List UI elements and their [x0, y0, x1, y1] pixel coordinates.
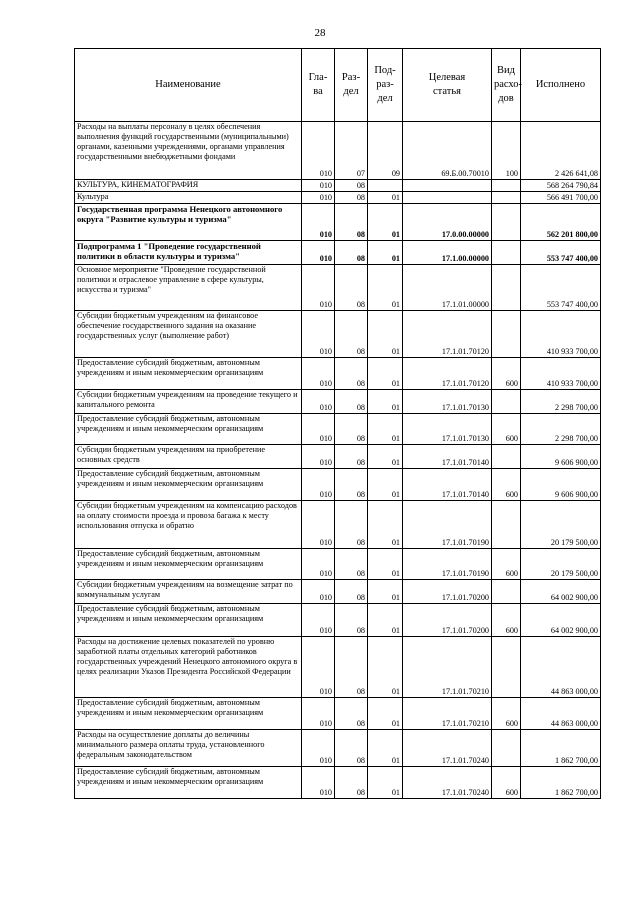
- header-podrazdel-label: Под- раз- дел: [374, 64, 396, 105]
- cell-executed: 2 298 700,00: [521, 414, 601, 445]
- cell-target: 17.1.01.70210: [403, 637, 492, 698]
- cell-podrazdel: 01: [368, 358, 403, 390]
- table-row: [75, 390, 601, 414]
- cell-podrazdel: 01: [368, 604, 403, 637]
- cell-target: 17.1.01.70210: [403, 698, 492, 730]
- cell-vid: [492, 637, 521, 698]
- header-target-label: Целевая статья: [428, 71, 466, 97]
- cell-razdel: 08: [335, 501, 368, 549]
- cell-target: 17.1.01.70240: [403, 730, 492, 767]
- cell-podrazdel: [368, 180, 403, 192]
- cell-name: Предоставление субсидий бюджетным, автономным учреждениям и иным некоммерческим организациям: [75, 358, 302, 390]
- cell-podrazdel: 01: [368, 241, 403, 265]
- cell-name: Расходы на выплаты персоналу в целях обеспечения выполнения функций государственными (муниципальными) органами, казенными учреждениями, органами управления государственными внебюджетными фондами: [75, 122, 302, 180]
- cell-razdel: 08: [335, 637, 368, 698]
- cell-vid: 600: [492, 549, 521, 580]
- cell-name: Предоставление субсидий бюджетным, автономным учреждениям и иным некоммерческим организациям: [75, 469, 302, 501]
- cell-name: Культура: [75, 192, 302, 204]
- cell-podrazdel: 01: [368, 549, 403, 580]
- cell-vid: [492, 445, 521, 469]
- cell-razdel: 08: [335, 445, 368, 469]
- cell-name: КУЛЬТУРА, КИНЕМАТОГРАФИЯ: [75, 180, 302, 192]
- cell-target: 69.Б.00.70010: [403, 122, 492, 180]
- cell-vid: 600: [492, 698, 521, 730]
- cell-executed: 410 933 700,00: [521, 311, 601, 358]
- cell-executed: 20 179 500,00: [521, 501, 601, 549]
- cell-name: Субсидии бюджетным учреждениям на проведение текущего и капитального ремонта: [75, 390, 302, 414]
- header-target-article: [403, 49, 492, 122]
- header-razdel-label: Раз- дел: [341, 71, 361, 97]
- cell-razdel: 07: [335, 122, 368, 180]
- cell-target: 17.1.01.70130: [403, 390, 492, 414]
- cell-vid: [492, 390, 521, 414]
- cell-target: 17.1.01.70200: [403, 580, 492, 604]
- header-name: [75, 49, 302, 122]
- header-glava: [302, 49, 335, 122]
- cell-executed: 410 933 700,00: [521, 358, 601, 390]
- cell-razdel: 08: [335, 767, 368, 799]
- cell-glava: 010: [302, 241, 335, 265]
- cell-executed: 553 747 400,00: [521, 265, 601, 311]
- cell-name: Предоставление субсидий бюджетным, автономным учреждениям и иным некоммерческим организациям: [75, 414, 302, 445]
- cell-target: 17.1.01.70130: [403, 414, 492, 445]
- cell-executed: 2 298 700,00: [521, 390, 601, 414]
- cell-name: Предоставление субсидий бюджетным, автономным учреждениям и иным некоммерческим организациям: [75, 604, 302, 637]
- cell-razdel: 08: [335, 241, 368, 265]
- cell-glava: 010: [302, 265, 335, 311]
- cell-target: 17.1.01.70190: [403, 549, 492, 580]
- cell-name: Подпрограмма 1 "Проведение государственной политики в области культуры и туризма": [75, 241, 302, 265]
- cell-glava: 010: [302, 730, 335, 767]
- cell-glava: 010: [302, 637, 335, 698]
- table-row: [75, 180, 601, 192]
- cell-executed: 9 606 900,00: [521, 445, 601, 469]
- table-row: [75, 637, 601, 698]
- cell-glava: 010: [302, 549, 335, 580]
- table-row: [75, 122, 601, 180]
- table-body: [75, 122, 601, 799]
- table-row: [75, 445, 601, 469]
- cell-executed: 553 747 400,00: [521, 241, 601, 265]
- cell-razdel: 08: [335, 549, 368, 580]
- header-glava-label: Гла- ва: [308, 71, 328, 97]
- cell-podrazdel: 01: [368, 414, 403, 445]
- cell-vid: 600: [492, 358, 521, 390]
- cell-target: 17.1.01.70140: [403, 445, 492, 469]
- cell-glava: 010: [302, 698, 335, 730]
- cell-target: 17.1.00.00000: [403, 241, 492, 265]
- cell-podrazdel: 01: [368, 265, 403, 311]
- cell-executed: 568 264 790,84: [521, 180, 601, 192]
- cell-executed: 1 862 700,00: [521, 767, 601, 799]
- table-row: [75, 469, 601, 501]
- cell-glava: 010: [302, 414, 335, 445]
- cell-target: 17.0.00.00000: [403, 204, 492, 241]
- cell-target: 17.1.01.70200: [403, 604, 492, 637]
- cell-razdel: 08: [335, 730, 368, 767]
- cell-vid: 600: [492, 469, 521, 501]
- cell-glava: 010: [302, 604, 335, 637]
- cell-glava: 010: [302, 204, 335, 241]
- table-row: [75, 549, 601, 580]
- cell-vid: [492, 192, 521, 204]
- cell-vid: 600: [492, 604, 521, 637]
- cell-executed: 20 179 500,00: [521, 549, 601, 580]
- cell-razdel: 08: [335, 180, 368, 192]
- cell-glava: 010: [302, 358, 335, 390]
- cell-podrazdel: 01: [368, 469, 403, 501]
- cell-name: Расходы на достижение целевых показателей по уровню заработной платы отдельных категорий работников государственных учреждений Ненецкого автономного округа в целях реализации Указов Президента Российской Федерации: [75, 637, 302, 698]
- cell-vid: [492, 580, 521, 604]
- header-podrazdel: [368, 49, 403, 122]
- cell-name: Предоставление субсидий бюджетным, автономным учреждениям и иным некоммерческим организациям: [75, 698, 302, 730]
- cell-executed: 64 002 900,00: [521, 580, 601, 604]
- cell-executed: 9 606 900,00: [521, 469, 601, 501]
- cell-podrazdel: 09: [368, 122, 403, 180]
- table-row: [75, 767, 601, 799]
- cell-vid: [492, 311, 521, 358]
- cell-vid: 100: [492, 122, 521, 180]
- cell-razdel: 08: [335, 358, 368, 390]
- cell-razdel: 08: [335, 414, 368, 445]
- cell-razdel: 08: [335, 698, 368, 730]
- cell-glava: 010: [302, 311, 335, 358]
- cell-podrazdel: 01: [368, 390, 403, 414]
- table-row: [75, 414, 601, 445]
- cell-target: 17.1.01.00000: [403, 265, 492, 311]
- cell-name: Расходы на осуществление доплаты до величины минимального размера оплаты труда, установленного федеральным законодательством: [75, 730, 302, 767]
- table-row: [75, 604, 601, 637]
- cell-razdel: 08: [335, 390, 368, 414]
- cell-glava: 010: [302, 122, 335, 180]
- cell-vid: [492, 204, 521, 241]
- cell-podrazdel: 01: [368, 767, 403, 799]
- budget-table: [74, 48, 601, 799]
- cell-target: 17.1.01.70140: [403, 469, 492, 501]
- cell-glava: 010: [302, 390, 335, 414]
- cell-glava: 010: [302, 469, 335, 501]
- table-row: [75, 730, 601, 767]
- cell-razdel: 08: [335, 604, 368, 637]
- cell-name: Субсидии бюджетным учреждениям на приобретение основных средств: [75, 445, 302, 469]
- cell-podrazdel: 01: [368, 311, 403, 358]
- cell-executed: 1 862 700,00: [521, 730, 601, 767]
- cell-glava: 010: [302, 192, 335, 204]
- cell-razdel: 08: [335, 311, 368, 358]
- cell-target: 17.1.01.70120: [403, 358, 492, 390]
- cell-target: [403, 180, 492, 192]
- cell-glava: 010: [302, 445, 335, 469]
- cell-vid: [492, 265, 521, 311]
- cell-vid: [492, 180, 521, 192]
- cell-target: [403, 192, 492, 204]
- table-row: [75, 204, 601, 241]
- cell-name: Предоставление субсидий бюджетным, автономным учреждениям и иным некоммерческим организациям: [75, 549, 302, 580]
- table-row: [75, 698, 601, 730]
- cell-podrazdel: 01: [368, 501, 403, 549]
- cell-razdel: 08: [335, 204, 368, 241]
- cell-executed: 566 491 700,00: [521, 192, 601, 204]
- cell-razdel: 08: [335, 192, 368, 204]
- table-row: [75, 358, 601, 390]
- cell-razdel: 08: [335, 469, 368, 501]
- cell-glava: 010: [302, 501, 335, 549]
- cell-razdel: 08: [335, 265, 368, 311]
- header-expense-type: [492, 49, 521, 122]
- cell-executed: 44 863 000,00: [521, 698, 601, 730]
- table-header-row: [75, 49, 601, 122]
- cell-executed: 2 426 641,08: [521, 122, 601, 180]
- cell-podrazdel: 01: [368, 445, 403, 469]
- header-name-label: Наименование: [155, 78, 221, 90]
- cell-podrazdel: 01: [368, 730, 403, 767]
- table-row: [75, 241, 601, 265]
- cell-podrazdel: 01: [368, 192, 403, 204]
- table-row: [75, 580, 601, 604]
- table-row: [75, 265, 601, 311]
- cell-glava: 010: [302, 180, 335, 192]
- cell-vid: [492, 501, 521, 549]
- cell-razdel: 08: [335, 580, 368, 604]
- cell-name: Государственная программа Ненецкого автономного округа "Развитие культуры и туризма": [75, 204, 302, 241]
- cell-name: Основное мероприятие "Проведение государственной политики и отраслевое управление в сфере культуры, искусства и туризма": [75, 265, 302, 311]
- cell-glava: 010: [302, 580, 335, 604]
- cell-name: Предоставление субсидий бюджетным, автономным учреждениям и иным некоммерческим организациям: [75, 767, 302, 799]
- header-executed: [521, 49, 601, 122]
- header-executed-label: Исполнено: [535, 78, 586, 90]
- cell-vid: [492, 241, 521, 265]
- cell-name: Субсидии бюджетным учреждениям на финансовое обеспечение государственного задания на оказание государственных услуг (выполнение работ): [75, 311, 302, 358]
- table-row: [75, 311, 601, 358]
- header-razdel: [335, 49, 368, 122]
- cell-podrazdel: 01: [368, 204, 403, 241]
- cell-vid: 600: [492, 414, 521, 445]
- cell-target: 17.1.01.70120: [403, 311, 492, 358]
- table-row: [75, 501, 601, 549]
- cell-name: Субсидии бюджетным учреждениям на компенсацию расходов на оплату стоимости проезда и провоза багажа к месту использования отпуска и обратно: [75, 501, 302, 549]
- page-number: 28: [314, 27, 326, 39]
- table-row: [75, 192, 601, 204]
- cell-executed: 44 863 000,00: [521, 637, 601, 698]
- cell-target: 17.1.01.70190: [403, 501, 492, 549]
- header-vid-label: Вид расхо- дов: [494, 64, 523, 105]
- cell-vid: [492, 730, 521, 767]
- cell-podrazdel: 01: [368, 637, 403, 698]
- cell-executed: 64 002 900,00: [521, 604, 601, 637]
- cell-glava: 010: [302, 767, 335, 799]
- cell-podrazdel: 01: [368, 580, 403, 604]
- cell-vid: 600: [492, 767, 521, 799]
- cell-target: 17.1.01.70240: [403, 767, 492, 799]
- cell-executed: 562 201 800,00: [521, 204, 601, 241]
- cell-podrazdel: 01: [368, 698, 403, 730]
- cell-name: Субсидии бюджетным учреждениям на возмещение затрат по коммунальным услугам: [75, 580, 302, 604]
